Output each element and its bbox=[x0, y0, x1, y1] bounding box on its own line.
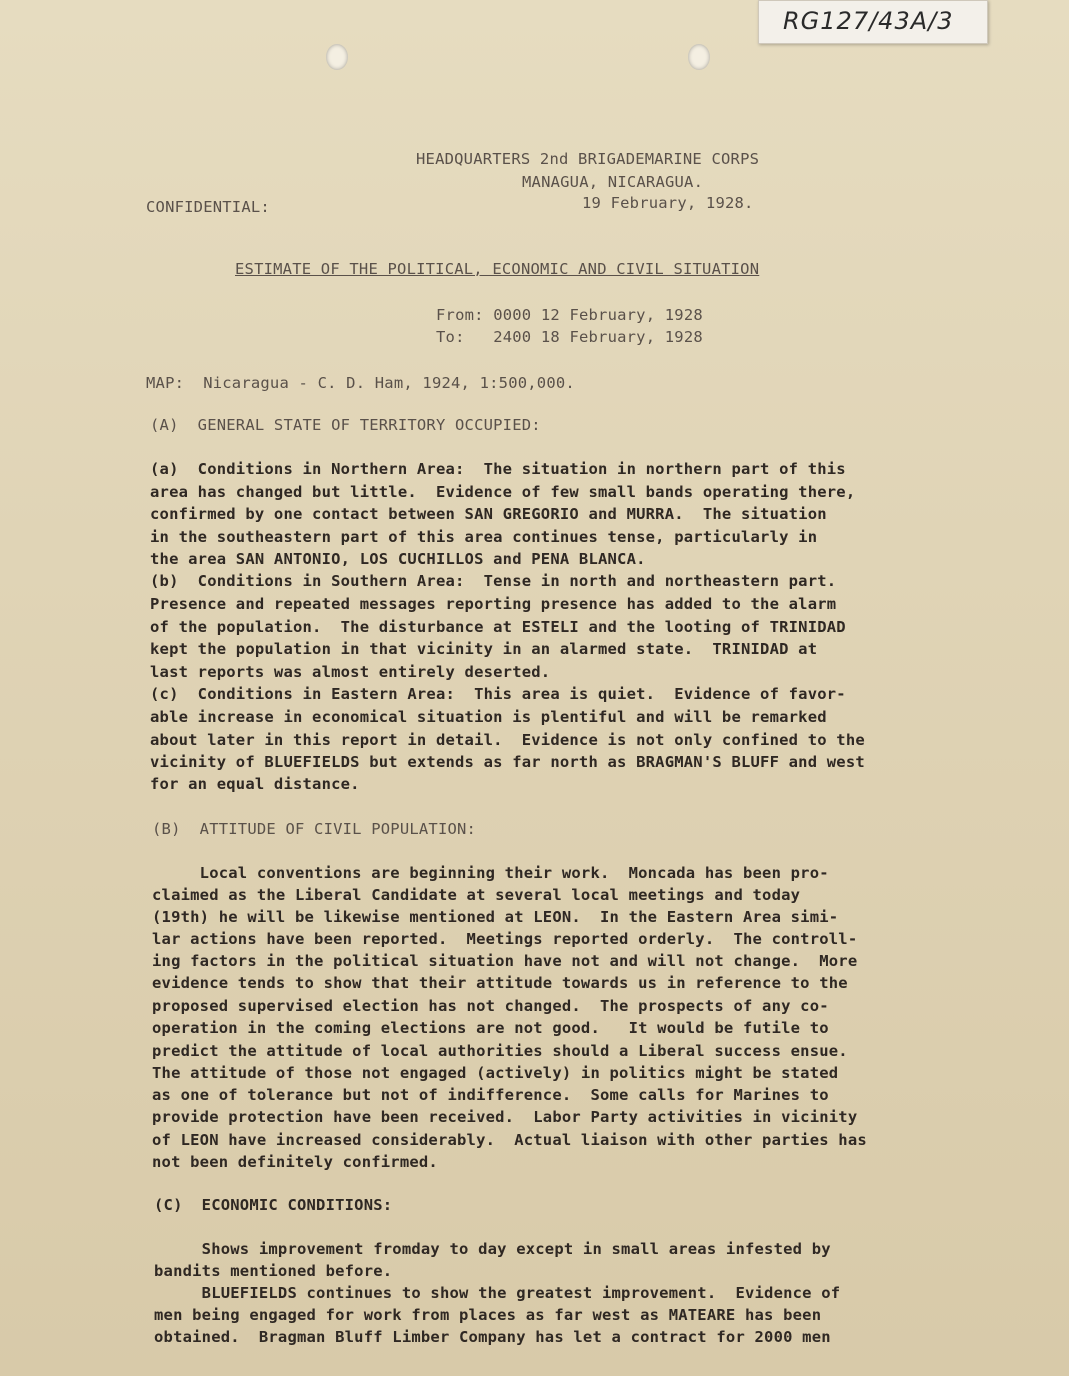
header-org: HEADQUARTERS 2nd BRIGADEMARINE CORPS bbox=[416, 150, 760, 168]
body-line: Shows improvement fromday to day except in small areas infested by bbox=[154, 1240, 831, 1258]
body-line: bandits mentioned before. bbox=[154, 1262, 393, 1280]
body-line: the area SAN ANTONIO, LOS CUCHILLOS and PENA BLANCA. bbox=[150, 550, 646, 568]
body-line: of LEON have increased considerably. Actual liaison with other parties has bbox=[152, 1131, 867, 1149]
body-line: confirmed by one contact between SAN GREGORIO and MURRA. The situation bbox=[150, 505, 827, 523]
body-line: provide protection have been received. Labor Party activities in vicinity bbox=[152, 1108, 858, 1126]
archive-tag-text: RG127/43A/3 bbox=[783, 7, 954, 35]
body-line: (a) Conditions in Northern Area: The situation in northern part of this bbox=[150, 460, 846, 478]
archive-tag bbox=[758, 0, 988, 44]
body-line: kept the population in that vicinity in an alarmed state. TRINIDAD at bbox=[150, 640, 818, 658]
body-line: not been definitely confirmed. bbox=[152, 1153, 438, 1171]
body-line: ing factors in the political situation have not and will not change. More bbox=[152, 952, 858, 970]
header-date: 19 February, 1928. bbox=[582, 194, 754, 212]
section-heading: (A) GENERAL STATE OF TERRITORY OCCUPIED: bbox=[150, 416, 541, 434]
header-location: MANAGUA, NICARAGUA. bbox=[522, 173, 704, 191]
body-line: (c) Conditions in Eastern Area: This area is quiet. Evidence of favor- bbox=[150, 685, 846, 703]
punch-hole bbox=[688, 44, 710, 70]
body-line: men being engaged for work from places as far west as MATEARE has been bbox=[154, 1306, 822, 1324]
body-line: The attitude of those not engaged (actively) in politics might be stated bbox=[152, 1064, 839, 1082]
map-reference: MAP: Nicaragua - C. D. Ham, 1924, 1:500,000. bbox=[146, 374, 575, 392]
body-line: operation in the coming elections are not good. It would be futile to bbox=[152, 1019, 829, 1037]
body-line: Local conventions are beginning their work. Moncada has been pro- bbox=[152, 864, 829, 882]
section-heading: (B) ATTITUDE OF CIVIL POPULATION: bbox=[152, 820, 477, 838]
body-line: lar actions have been reported. Meetings reported orderly. The controll- bbox=[152, 930, 858, 948]
body-line: BLUEFIELDS continues to show the greatest improvement. Evidence of bbox=[154, 1284, 841, 1302]
body-line: (19th) he will be likewise mentioned at LEON. In the Eastern Area simi- bbox=[152, 908, 839, 926]
classification: CONFIDENTIAL: bbox=[146, 198, 270, 216]
body-line: proposed supervised election has not changed. The prospects of any co- bbox=[152, 997, 829, 1015]
punch-hole bbox=[326, 44, 348, 70]
body-line: about later in this report in detail. Evidence is not only confined to the bbox=[150, 731, 865, 749]
body-line: of the population. The disturbance at ESTELI and the looting of TRINIDAD bbox=[150, 618, 846, 636]
body-line: evidence tends to show that their attitude towards us in reference to the bbox=[152, 974, 848, 992]
body-line: last reports was almost entirely deserted. bbox=[150, 663, 551, 681]
body-line: claimed as the Liberal Candidate at several local meetings and today bbox=[152, 886, 801, 904]
document-title: ESTIMATE OF THE POLITICAL, ECONOMIC AND CIVIL SITUATION bbox=[235, 260, 760, 278]
period-to: To: 2400 18 February, 1928 bbox=[436, 328, 703, 346]
body-line: area has changed but little. Evidence of few small bands operating there, bbox=[150, 483, 856, 501]
body-line: vicinity of BLUEFIELDS but extends as far north as BRAGMAN'S BLUFF and west bbox=[150, 753, 865, 771]
body-line: (b) Conditions in Southern Area: Tense in north and northeastern part. bbox=[150, 572, 837, 590]
body-line: predict the attitude of local authorities should a Liberal success ensue. bbox=[152, 1042, 848, 1060]
period-from: From: 0000 12 February, 1928 bbox=[436, 306, 703, 324]
body-line: able increase in economical situation is plentiful and will be remarked bbox=[150, 708, 827, 726]
section-heading: (C) ECONOMIC CONDITIONS: bbox=[154, 1196, 393, 1214]
body-line: as one of tolerance but not of indifference. Some calls for Marines to bbox=[152, 1086, 829, 1104]
body-line: Presence and repeated messages reporting presence has added to the alarm bbox=[150, 595, 837, 613]
body-line: for an equal distance. bbox=[150, 775, 360, 793]
body-line: in the southeastern part of this area continues tense, particularly in bbox=[150, 528, 818, 546]
body-line: obtained. Bragman Bluff Limber Company has let a contract for 2000 men bbox=[154, 1328, 831, 1346]
